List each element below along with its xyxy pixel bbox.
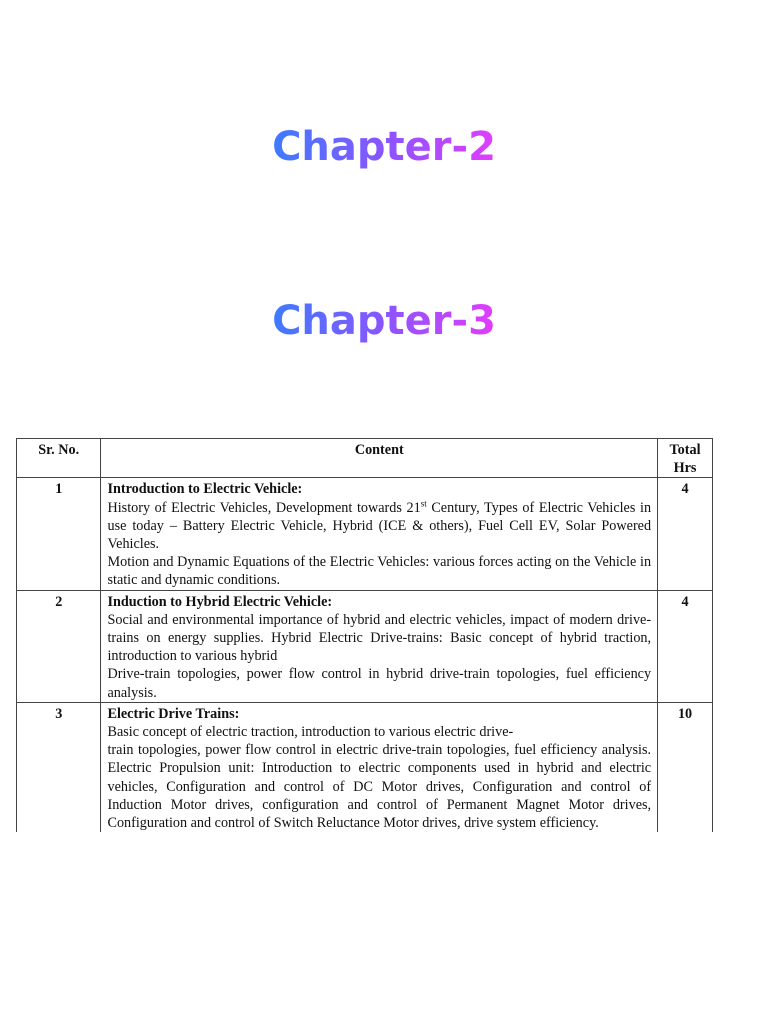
topic-paragraph: Drive-train topologies, power flow control in hybrid drive-train topologies, fuel efficiency analysis. [107,666,652,701]
topic-text: History of Electric Vehicles, Development towards 21 [107,499,421,516]
topic-title: Introduction to Electric Vehicle: [107,481,303,498]
chapter-heading-text: Chapter-3 [272,298,496,344]
header-content: Content [101,439,658,478]
row-total-hrs: 4 [658,590,713,702]
topic-paragraph: Motion and Dynamic Equations of the Electric Vehicles: various forces acting on the Vehicle in static and dynamic conditions. [107,554,652,589]
table-header-row [17,439,713,478]
chapter-heading [0,296,768,346]
syllabus-table [16,438,713,832]
ordinal-suffix: st [420,497,427,508]
row-content [101,478,658,590]
table-row [17,590,713,702]
topic-paragraph: Basic concept of electric traction, introduction to various electric drive- [107,724,514,741]
table-row [17,478,713,590]
row-sr-no: 3 [17,702,101,832]
topic-paragraph: Social and environmental importance of hybrid and electric vehicles, impact of modern drive-trains on energy supplies. Hybrid Electric Drive-trains: Basic concept of hybrid traction, introduction to various hybrid [107,611,652,665]
row-total-hrs: 4 [658,478,713,590]
header-sr-no: Sr. No. [17,439,101,478]
row-total-hrs: 10 [658,702,713,832]
topic-paragraph [107,499,651,554]
topic-text: Century, Types of Electric Vehicles in use today – Battery Electric Vehicle, Hybrid (ICE & others), Fuel Cell EV, Solar Powered Vehicles. [107,499,652,553]
topic-paragraph: train topologies, power flow control in electric drive-train topologies, fuel efficiency analysis. Electric Propulsion unit: Introduction to electric components used in hybrid and electric vehicles, Configuration and control of DC Motor drives, Configuration and control of Induction Motor drives, configuration and control of Permanent Magnet Motor drives, Configuration and control of Switch Reluctance Motor drives, drive system efficiency. [107,742,652,832]
row-content [101,702,658,832]
chapter-heading [0,122,768,172]
chapter-heading-text: Chapter-2 [272,124,496,170]
topic-title: Induction to Hybrid Electric Vehicle: [107,593,333,610]
topic-title: Electric Drive Trains: [107,705,240,722]
header-total-hrs: Total Hrs [658,439,713,478]
row-sr-no: 1 [17,478,101,590]
row-sr-no: 2 [17,590,101,702]
row-content [101,590,658,702]
table-row [17,702,713,832]
